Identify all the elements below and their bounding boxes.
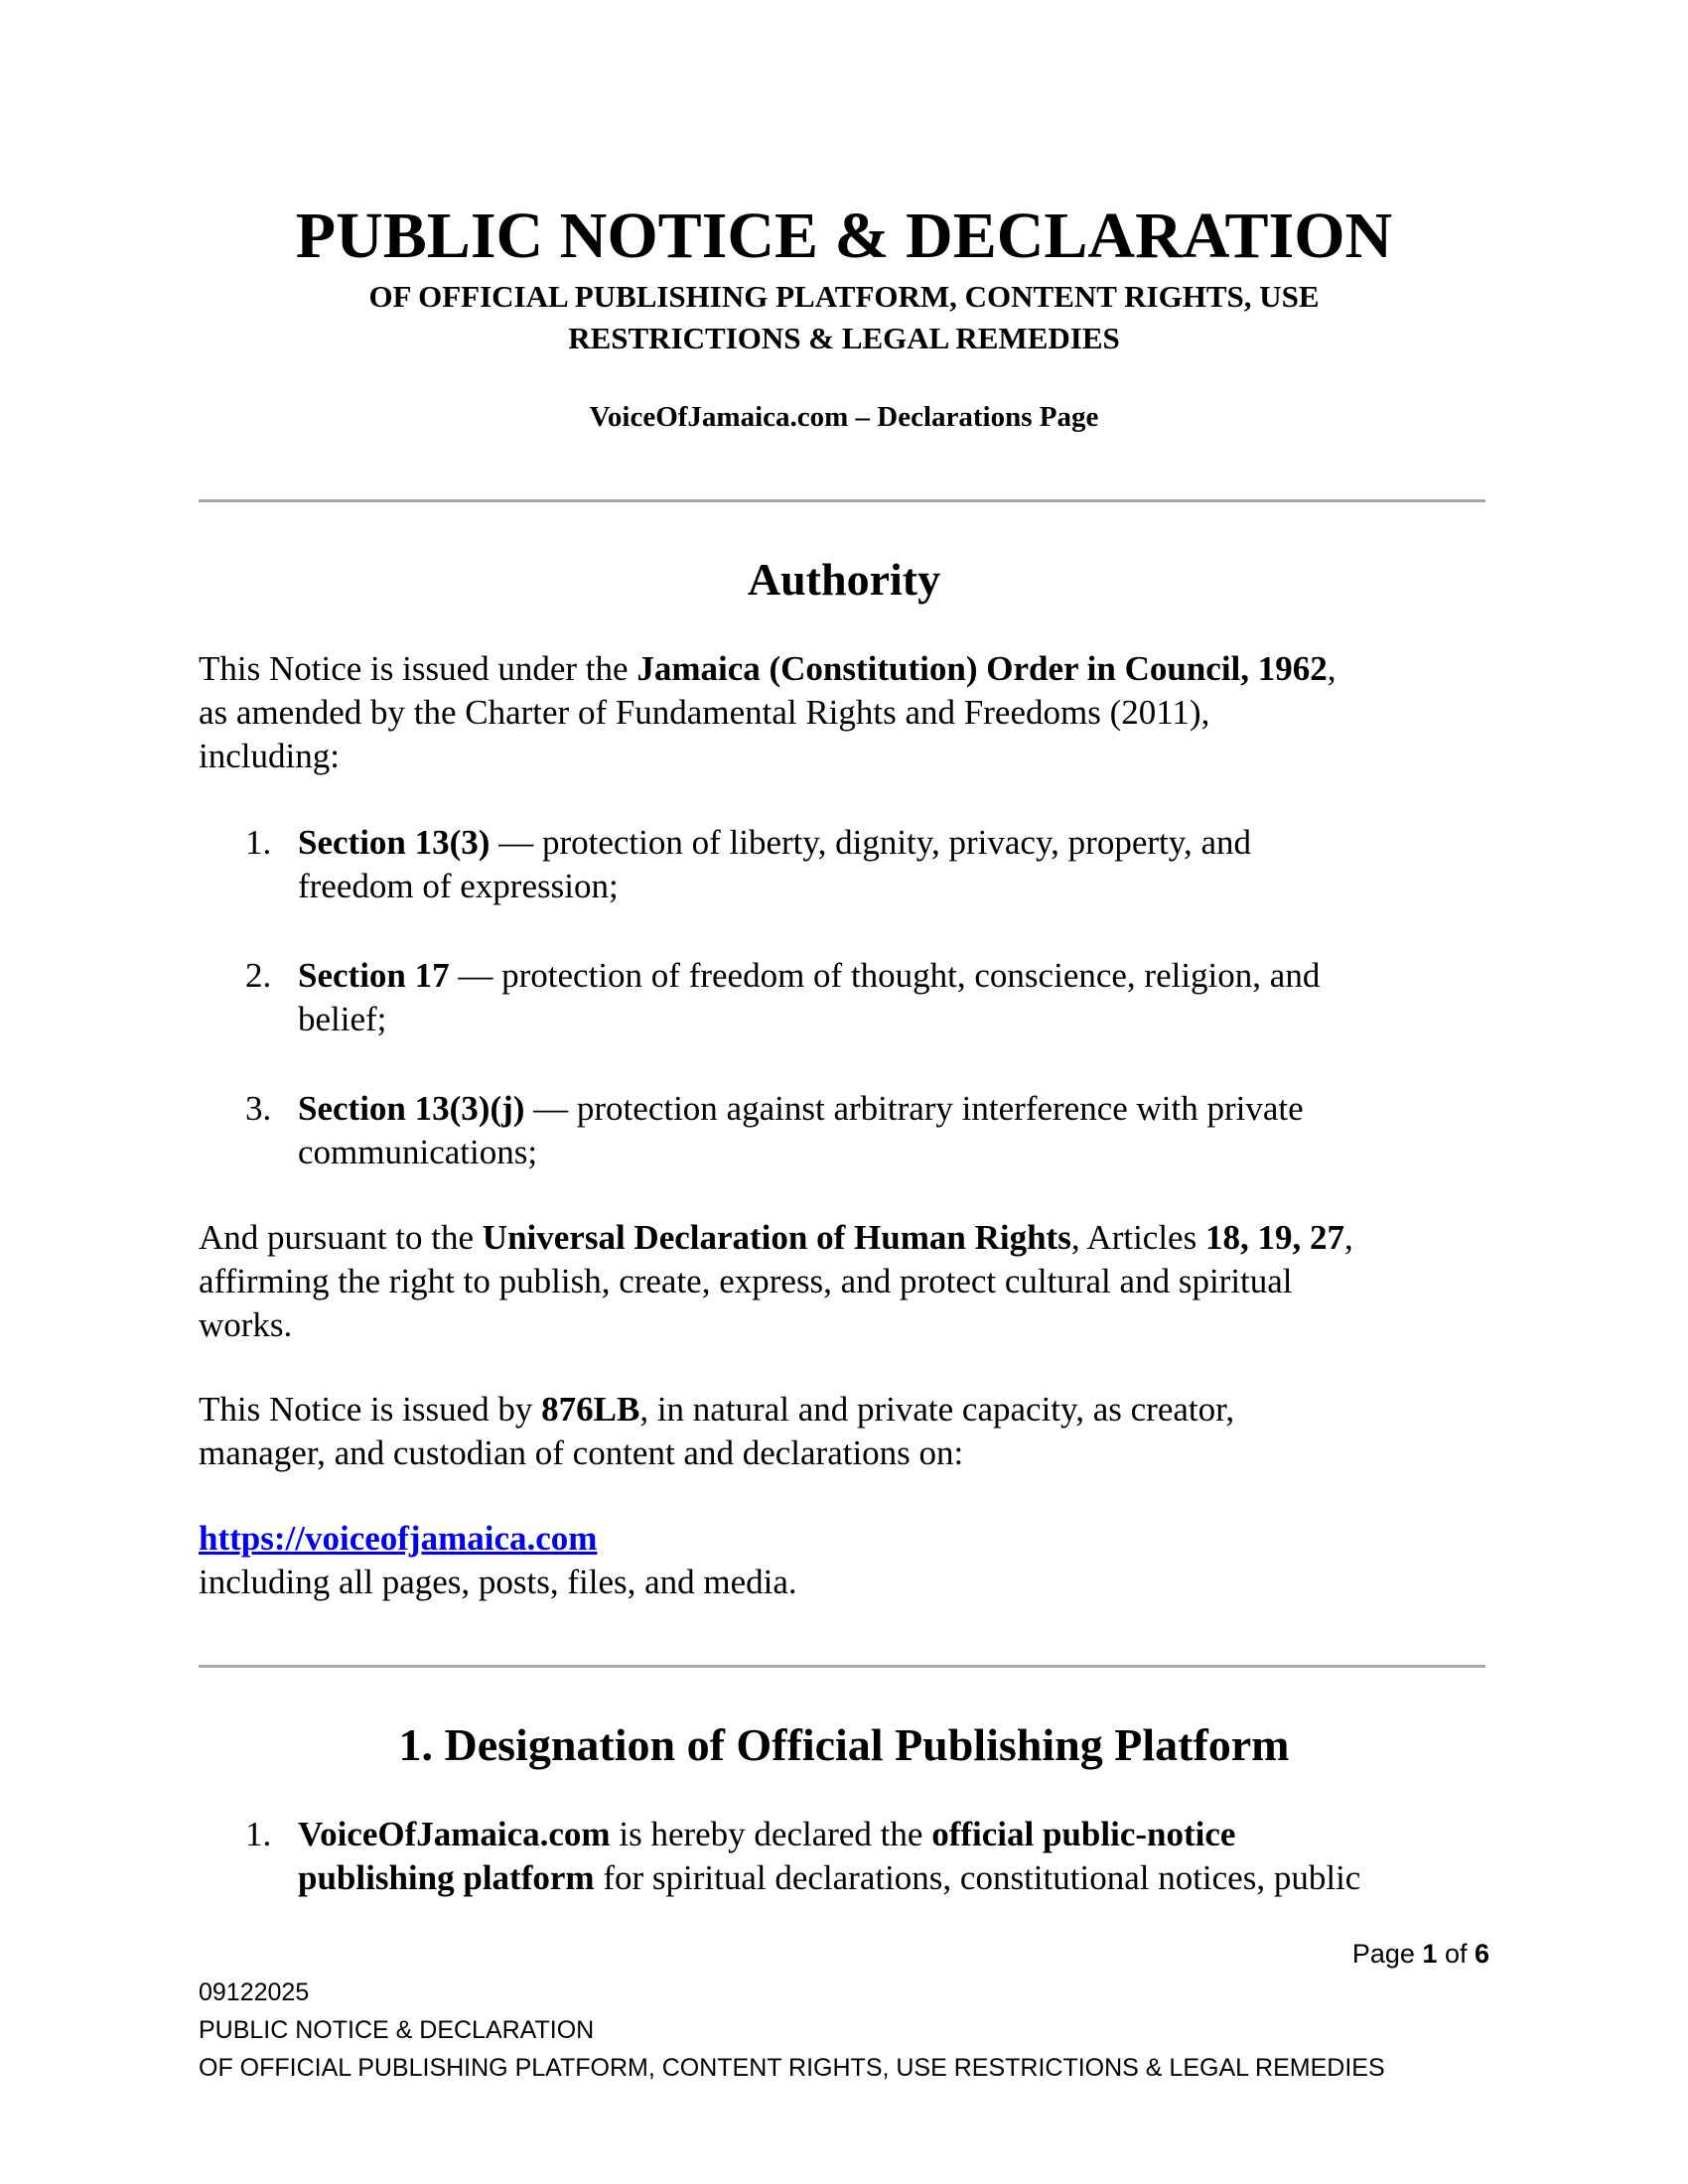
udhr-paragraph: [199, 1216, 1489, 1347]
udhr-line-3: works.: [199, 1305, 293, 1344]
list-item-body: Section 13(3)(j) — protection against arbitrary interference with private communications;: [298, 1089, 1304, 1171]
list-number: 1.: [245, 1815, 272, 1853]
subtitle-line-2: RESTRICTIONS & LEGAL REMEDIES: [568, 321, 1120, 355]
list-number: 3.: [245, 1089, 272, 1128]
subtitle-line-1: OF OFFICIAL PUBLISHING PLATFORM, CONTENT RIGHTS, USE: [368, 279, 1320, 314]
authority-intro: [199, 647, 1489, 778]
udhr-line-2: affirming the right to publish, create, express, and protect cultural and spiritual: [199, 1262, 1293, 1300]
page-number: Page 1 of 6: [1351, 1939, 1489, 1969]
footer-line-1: PUBLIC NOTICE & DECLARATION: [199, 2016, 595, 2044]
issuer-line-2: manager, and custodian of content and declarations on:: [199, 1433, 964, 1472]
footer-doc-number: 09122025: [199, 1979, 310, 2006]
udhr-line-1: And pursuant to the Universal Declaration of Human Rights, Articles 18, 19, 27,: [199, 1218, 1353, 1257]
website-link-note: including all pages, posts, files, and media.: [199, 1563, 797, 1601]
issuer-paragraph: [199, 1388, 1489, 1475]
horizontal-divider-2: [199, 1665, 1485, 1668]
website-block: [199, 1517, 1489, 1604]
footer: [199, 1974, 1489, 2087]
list-item-body: Section 17 — protection of freedom of thought, conscience, religion, and belief;: [298, 956, 1321, 1038]
horizontal-divider-1: [199, 499, 1485, 502]
footer-line-2: OF OFFICIAL PUBLISHING PLATFORM, CONTENT RIGHTS, USE RESTRICTIONS & LEGAL REMEDIES: [199, 2054, 1385, 2082]
document-title: PUBLIC NOTICE & DECLARATION: [295, 200, 1393, 272]
list-number: 2.: [245, 956, 272, 995]
site-declarations-line: VoiceOfJamaica.com – Declarations Page: [589, 401, 1099, 433]
authority-intro-line-2: as amended by the Charter of Fundamental Rights and Freedoms (2011),: [199, 693, 1210, 732]
list-item-body: Section 13(3) — protection of liberty, dignity, privacy, property, and freedom of expression;: [298, 823, 1252, 905]
authority-heading: Authority: [747, 554, 941, 605]
document-subtitle: [199, 276, 1489, 359]
authority-intro-line-1: This Notice is issued under the Jamaica (Constitution) Order in Council, 1962,: [199, 649, 1336, 688]
authority-intro-line-3: including:: [199, 737, 340, 775]
list-item-body: VoiceOfJamaica.com is hereby declared the official public-notice publishing platform for spiritual declarations, constitutional notices, public: [298, 1815, 1361, 1897]
website-link[interactable]: https://voiceofjamaica.com: [199, 1519, 598, 1558]
list-number: 1.: [245, 823, 272, 862]
section-1-heading: 1. Designation of Official Publishing Platform: [398, 1719, 1290, 1770]
issuer-line-1: This Notice is issued by 876LB, in natural and private capacity, as creator,: [199, 1390, 1235, 1429]
